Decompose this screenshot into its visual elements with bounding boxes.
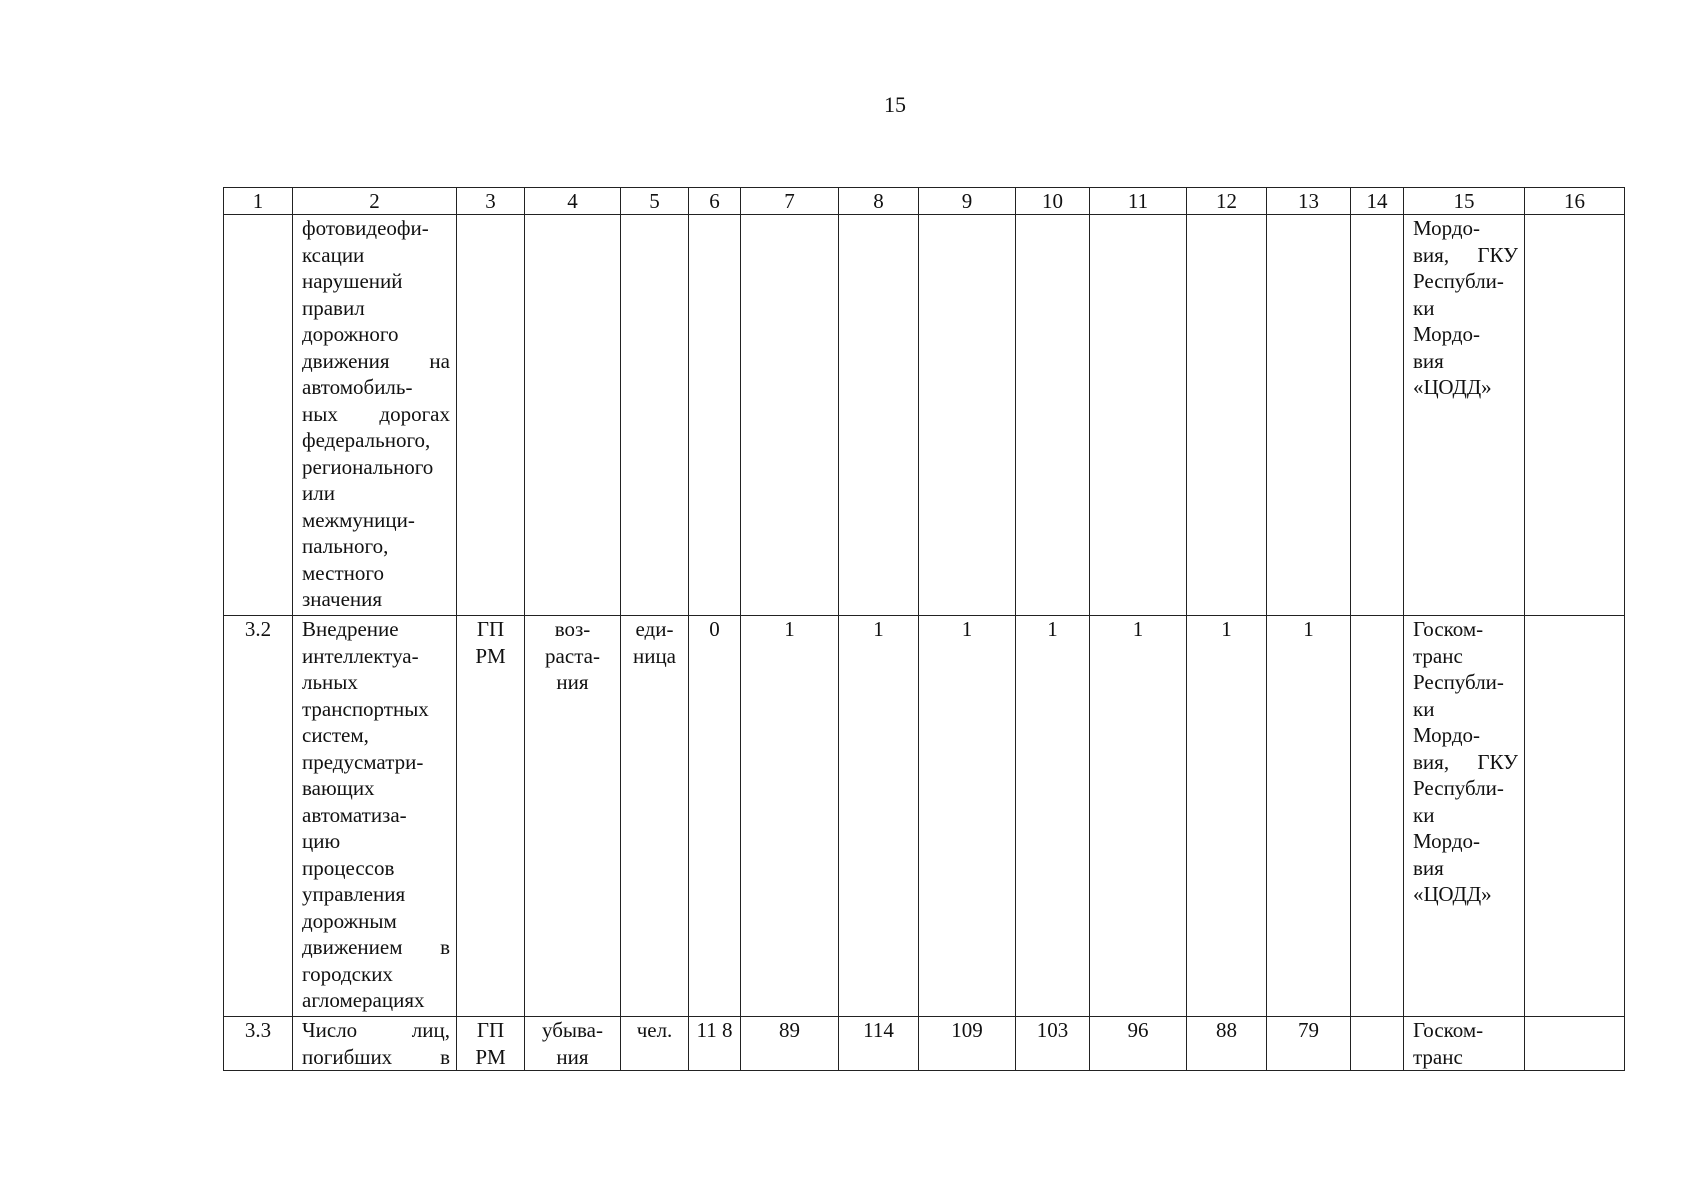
responsible-cell: [1404, 1017, 1525, 1071]
text-line: систем,: [302, 723, 369, 747]
text-line: автоматиза-: [302, 802, 407, 827]
text-line: регионального: [302, 454, 434, 479]
text-line: ница: [632, 643, 677, 668]
value-cell: [1351, 616, 1404, 1017]
header-cell: 11: [1090, 188, 1187, 215]
note-cell: [1525, 215, 1625, 616]
text-line: дорожным: [302, 908, 397, 933]
row-number: [224, 215, 293, 616]
header-cell: 3: [457, 188, 525, 215]
text-line: вающих: [302, 776, 375, 800]
text-line: управления: [302, 882, 406, 906]
value-cell: [839, 215, 919, 616]
text-line: ния: [556, 670, 589, 694]
text-line: еди-: [635, 617, 674, 641]
text-line: ки: [1413, 696, 1435, 721]
source-cell: ГП РМ: [457, 616, 525, 1017]
value-cell: 89: [741, 1017, 839, 1071]
value-cell: [1351, 1017, 1404, 1071]
value-cell: 1: [1267, 616, 1351, 1017]
value-cell: [1187, 215, 1267, 616]
text-line: Мордо-: [1413, 216, 1481, 240]
text-line: дорожного: [302, 322, 399, 346]
source-cell: ГП РМ: [457, 1017, 525, 1071]
text-line: воз-: [554, 617, 591, 641]
text-line: нарушений: [302, 269, 403, 293]
text-line: транспортных: [302, 696, 429, 721]
trend-cell: [525, 215, 621, 616]
text-line: вия, ГКУ: [1413, 749, 1518, 774]
header-cell: 8: [839, 188, 919, 215]
header-cell: 9: [919, 188, 1016, 215]
header-cell: 4: [525, 188, 621, 215]
responsible-cell: [1404, 616, 1525, 1017]
indicator-name: [293, 1017, 457, 1071]
text-line: движения на: [302, 348, 450, 373]
text-line: чел.: [636, 1018, 673, 1042]
header-cell: 12: [1187, 188, 1267, 215]
value-cell: 114: [839, 1017, 919, 1071]
header-cell: 14: [1351, 188, 1404, 215]
trend-cell: [525, 616, 621, 1017]
source-cell: [457, 215, 525, 616]
text-line: ки: [1413, 295, 1435, 320]
value-cell: 1: [1187, 616, 1267, 1017]
text-line: ки: [1413, 802, 1435, 827]
value-cell: 96: [1090, 1017, 1187, 1071]
text-line: автомобиль-: [302, 375, 413, 399]
text-line: значения: [302, 587, 383, 611]
header-cell: 7: [741, 188, 839, 215]
text-line: федерального,: [302, 428, 431, 452]
text-line: льных: [302, 670, 358, 694]
value-cell: 109: [919, 1017, 1016, 1071]
text-line: или: [302, 481, 335, 505]
value-cell: 1: [1090, 616, 1187, 1017]
header-cell: 16: [1525, 188, 1625, 215]
text-line: Мордо-: [1413, 322, 1481, 346]
text-line: Госком-: [1413, 617, 1484, 641]
text-line: транс: [1413, 643, 1463, 668]
value-cell: [1267, 215, 1351, 616]
value-cell: [1016, 215, 1090, 616]
header-cell: 13: [1267, 188, 1351, 215]
text-line: цию: [302, 829, 341, 853]
text-line: фотовидеофи-: [302, 216, 429, 240]
unit-cell: [621, 1017, 689, 1071]
indicator-table: [223, 187, 1625, 1071]
unit-cell: [621, 616, 689, 1017]
text-line: правил: [302, 295, 365, 320]
value-cell: [689, 215, 741, 616]
value-cell: [1351, 215, 1404, 616]
text-line: Республи-: [1413, 269, 1504, 293]
text-line: Республи-: [1413, 670, 1504, 694]
table-row: [224, 616, 1625, 1017]
value-cell: 1: [919, 616, 1016, 1017]
text-line: раста-: [545, 643, 600, 668]
value-cell: 11 8: [689, 1017, 741, 1071]
text-line: агломерациях: [302, 988, 425, 1012]
text-line: Мордо-: [1413, 723, 1481, 747]
header-cell: 1: [224, 188, 293, 215]
value-cell: 88: [1187, 1017, 1267, 1071]
text-line: Госком-: [1413, 1018, 1484, 1042]
text-line: интеллектуа-: [302, 643, 419, 668]
text-line: предусматри-: [302, 749, 424, 774]
indicator-name: [293, 215, 457, 616]
text-line: ксации: [302, 242, 365, 267]
text-line: Мордо-: [1413, 829, 1481, 853]
text-line: вия, ГКУ: [1413, 242, 1518, 267]
text-line: ния: [556, 1044, 589, 1069]
text-line: движением в: [302, 935, 450, 959]
table-header-row: [224, 188, 1625, 215]
text-line: вия: [1413, 855, 1444, 880]
value-cell: [1090, 215, 1187, 616]
value-cell: 1: [839, 616, 919, 1017]
text-line: городских: [302, 961, 393, 986]
value-cell: 103: [1016, 1017, 1090, 1071]
responsible-cell: [1404, 215, 1525, 616]
row-number: 3.2: [224, 616, 293, 1017]
value-cell: [741, 215, 839, 616]
text-line: погибших в: [302, 1044, 450, 1069]
value-cell: [919, 215, 1016, 616]
text-line: транс: [1413, 1044, 1463, 1069]
text-line: «ЦОДД»: [1413, 375, 1492, 399]
text-line: местного: [302, 560, 384, 585]
table-row: [224, 1017, 1625, 1071]
header-cell: 5: [621, 188, 689, 215]
header-cell: 10: [1016, 188, 1090, 215]
value-cell: 1: [1016, 616, 1090, 1017]
text-line: Республи-: [1413, 776, 1504, 800]
text-line: пального,: [302, 534, 389, 558]
text-line: ных дорогах: [302, 401, 450, 426]
note-cell: [1525, 616, 1625, 1017]
header-cell: 2: [293, 188, 457, 215]
value-cell: 0: [689, 616, 741, 1017]
page-number: 15: [884, 92, 906, 117]
unit-cell: [621, 215, 689, 616]
text-line: Число лиц,: [302, 1018, 450, 1042]
header-cell: 15: [1404, 188, 1525, 215]
trend-cell: [525, 1017, 621, 1071]
table-row: [224, 215, 1625, 616]
value-cell: 1: [741, 616, 839, 1017]
header-cell: 6: [689, 188, 741, 215]
text-line: вия: [1413, 348, 1444, 373]
value-cell: 79: [1267, 1017, 1351, 1071]
text-line: процессов: [302, 855, 395, 880]
text-line: Внедрение: [302, 617, 399, 641]
row-number: 3.3: [224, 1017, 293, 1071]
text-line: межмуници-: [302, 507, 415, 532]
text-line: убыва-: [542, 1018, 603, 1042]
text-line: «ЦОДД»: [1413, 882, 1492, 906]
note-cell: [1525, 1017, 1625, 1071]
indicator-name: [293, 616, 457, 1017]
